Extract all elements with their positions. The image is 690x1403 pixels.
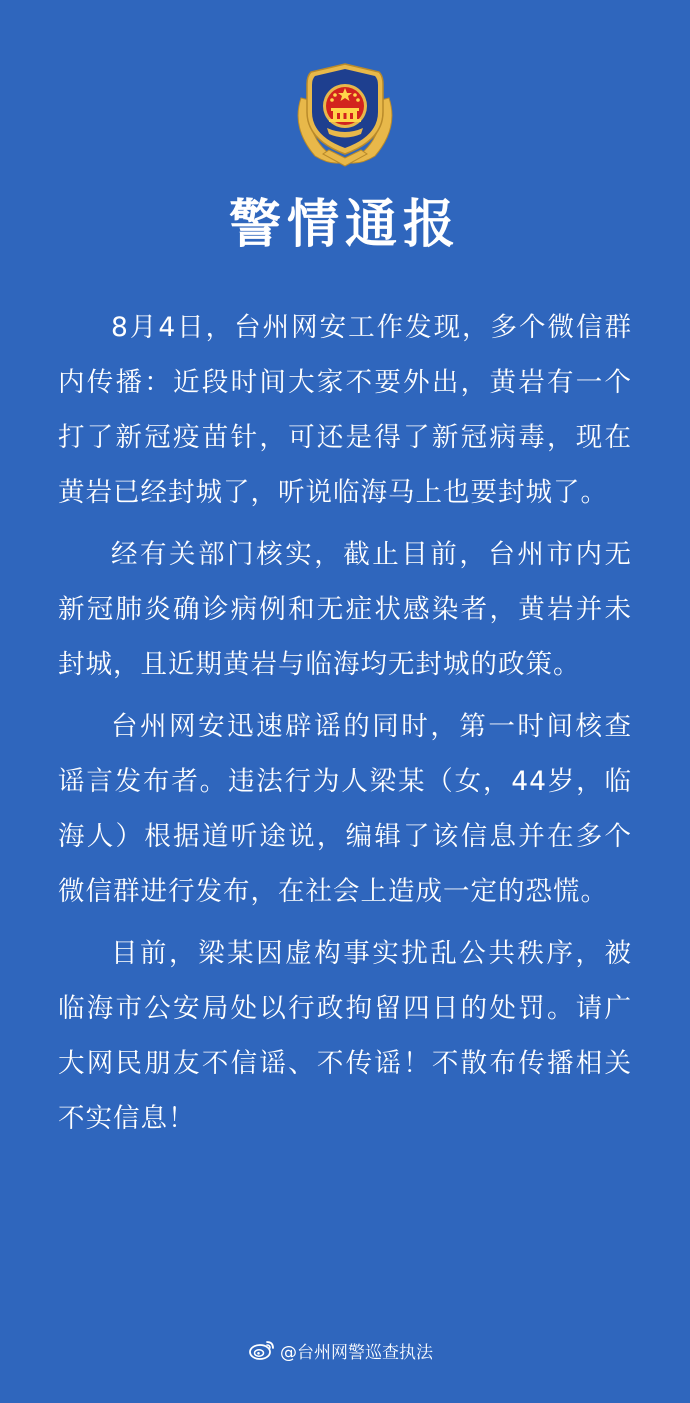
weibo-icon bbox=[248, 1339, 276, 1361]
paragraph-3: 台州网安迅速辟谣的同时，第一时间核查谣言发布者。违法行为人梁某（女，44岁，临海人）根据道听途说，编辑了该信息并在多个微信群进行发布，在社会上造成一定的恐慌。 bbox=[58, 711, 632, 907]
paragraph-1: 8月4日，台州网安工作发现，多个微信群内传播：近段时间大家不要外出，黄岩有一个打了新冠疫苗针，可还是得了新冠病毒，现在黄岩已经封城了，听说临海马上也要封城了。 bbox=[58, 312, 632, 508]
police-emblem-icon bbox=[287, 58, 403, 168]
page-title: 警情通报 bbox=[228, 194, 461, 255]
watermark bbox=[248, 1335, 433, 1365]
watermark-text: @台州网警巡查执法 bbox=[280, 1342, 433, 1363]
bulletin-body bbox=[58, 300, 632, 1153]
paragraph-2: 经有关部门核实，截止目前，台州市内无新冠肺炎确诊病例和无症状感染者，黄岩并未封城，且近期黄岩与临海均无封城的政策。 bbox=[58, 539, 632, 680]
paragraph-4: 目前，梁某因虚构事实扰乱公共秩序，被临海市公安局处以行政拘留四日的处罚。请广大网民朋友不信谣、不传谣！不散布传播相关不实信息！ bbox=[58, 938, 632, 1134]
